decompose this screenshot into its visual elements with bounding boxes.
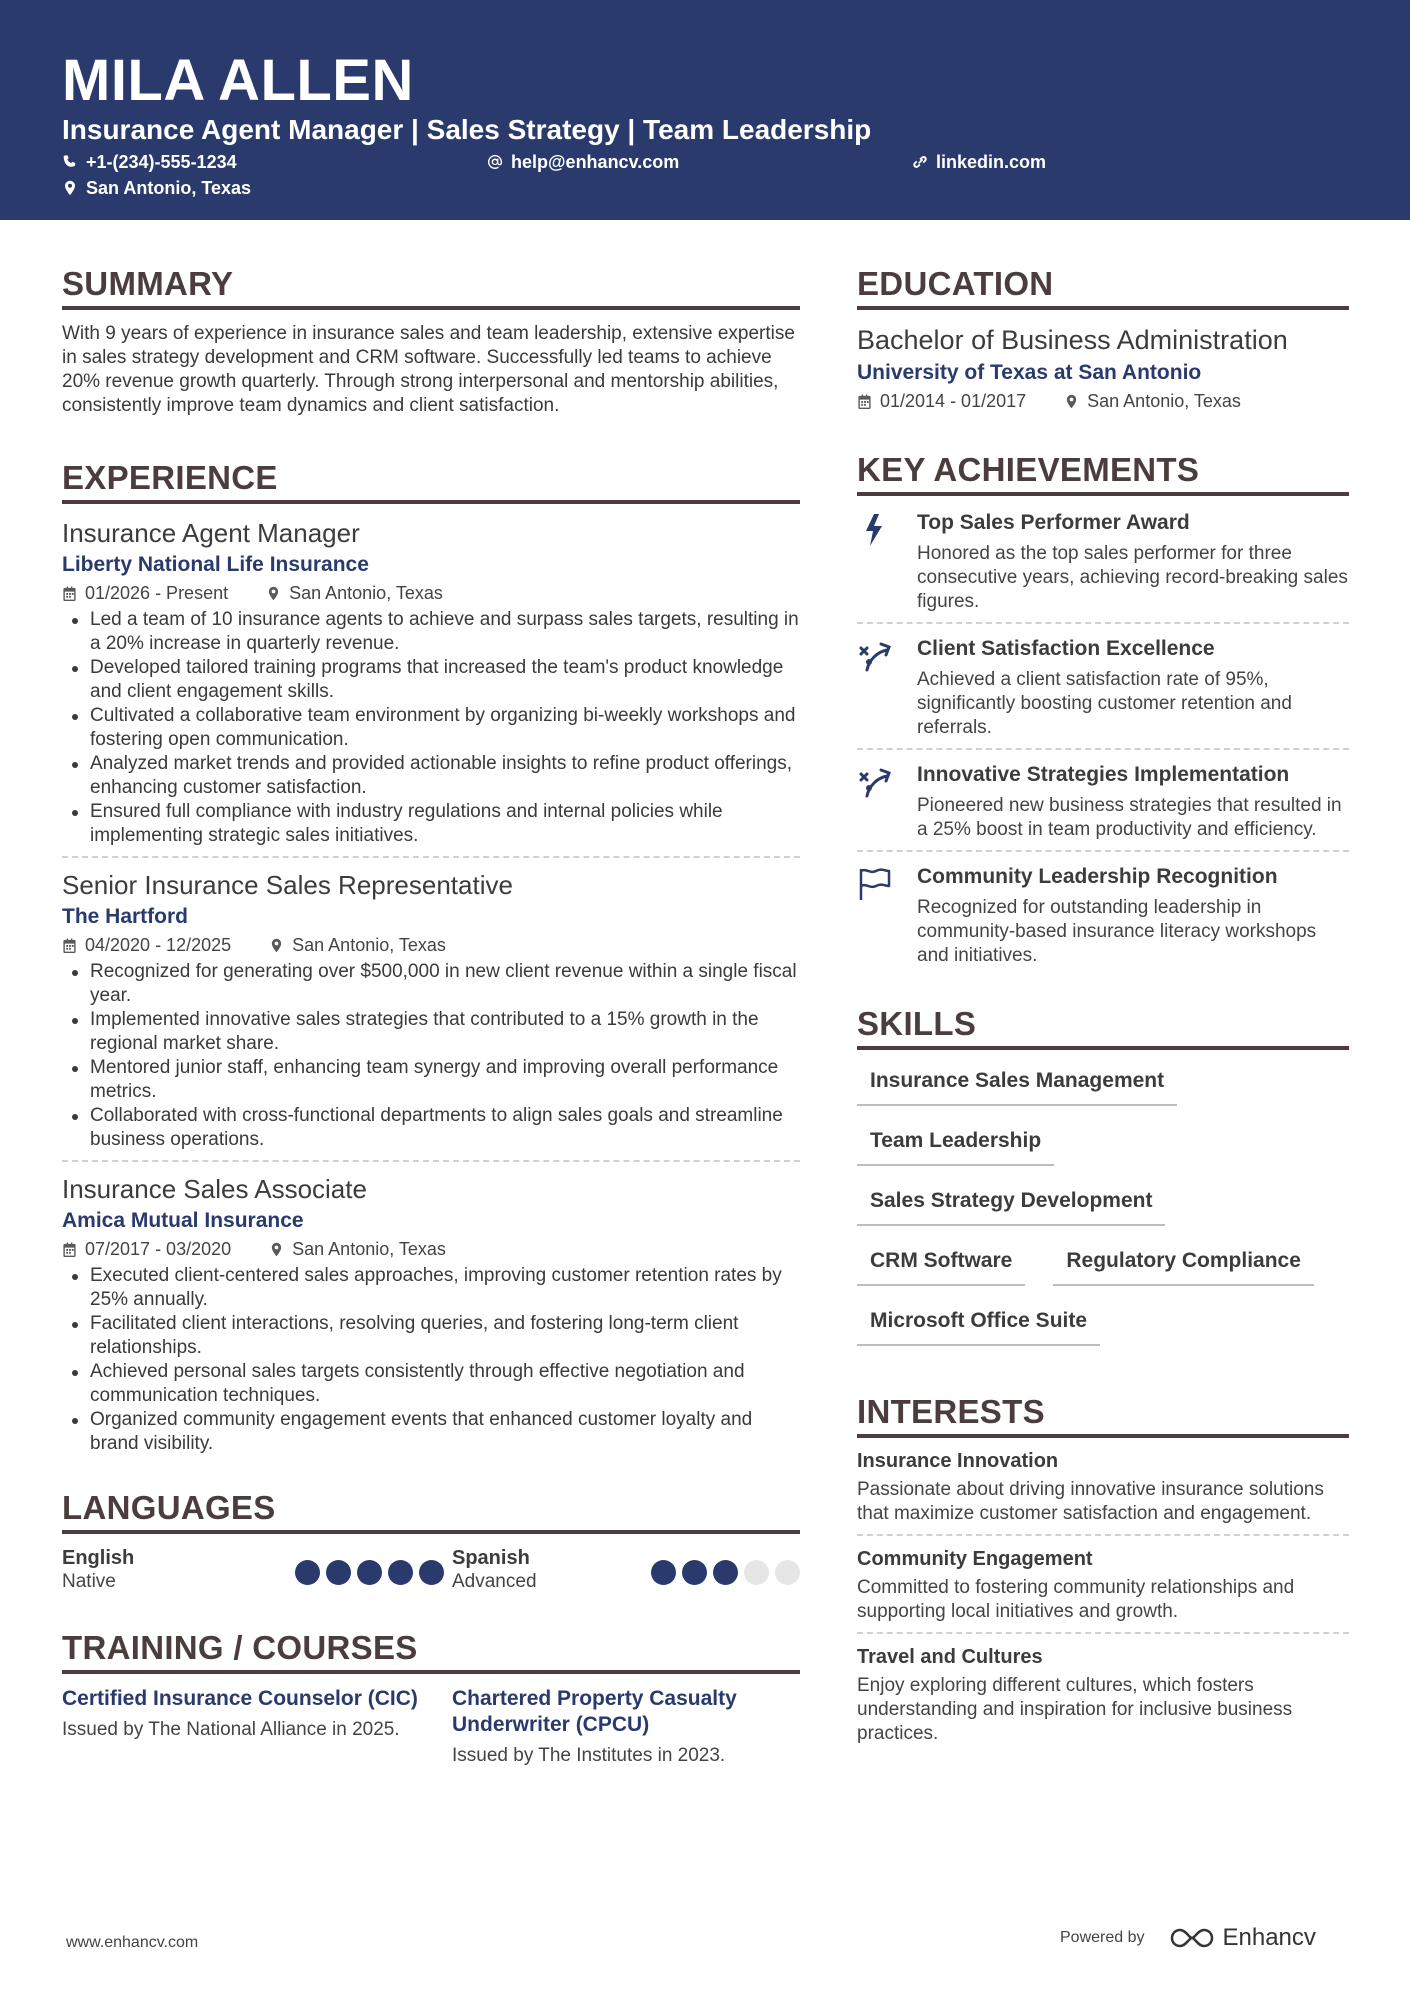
job-location: San Antonio, Texas xyxy=(292,935,446,955)
map-pin-icon xyxy=(62,180,78,196)
divider xyxy=(62,1160,800,1162)
job-dates: 04/2020 - 12/2025 xyxy=(85,935,232,955)
skill-tag: Team Leadership xyxy=(857,1114,1054,1166)
calendar-icon xyxy=(62,1242,77,1257)
skill-tag: Regulatory Compliance xyxy=(1053,1234,1314,1286)
job-bullet: Executed client-centered sales approaches, improving customer retention rates by 25% annually. xyxy=(62,1264,800,1312)
interest-item xyxy=(857,1448,1349,1526)
job-bullet: Developed tailored training programs that increased the team's product knowledge and client engagement skills. xyxy=(62,656,800,704)
phone-text: +1-(234)-555-1234 xyxy=(86,152,237,172)
skill-tag: CRM Software xyxy=(857,1234,1025,1286)
job-location: San Antonio, Texas xyxy=(289,583,443,603)
footer-branding xyxy=(1060,1924,1316,1952)
job-role: Senior Insurance Sales Representative xyxy=(62,870,513,900)
interest-desc: Committed to fostering community relationships and supporting local initiatives and growth. xyxy=(857,1577,1295,1622)
job-bullet: Implemented innovative sales strategies that contributed to a 15% growth in the regional market share. xyxy=(62,1008,800,1056)
job-bullet: Organized community engagement events that enhanced customer loyalty and brand visibility. xyxy=(62,1408,800,1456)
course-title: Chartered Property Casualty Underwriter (CPCU) xyxy=(452,1687,737,1736)
experience-entry xyxy=(62,516,800,848)
language-item xyxy=(452,1546,800,1594)
divider xyxy=(857,1534,1349,1536)
courses-list xyxy=(62,1686,800,1768)
experience-entry xyxy=(62,1172,800,1456)
map-pin-icon xyxy=(266,586,281,601)
education-dates: 01/2014 - 01/2017 xyxy=(880,391,1027,411)
languages-heading: LANGUAGES xyxy=(62,1486,800,1534)
resume-header xyxy=(0,0,1410,220)
candidate-title: Insurance Agent Manager | Sales Strategy | Team Leadership xyxy=(62,114,872,145)
interests-heading: INTERESTS xyxy=(857,1390,1349,1438)
calendar-icon xyxy=(857,394,872,409)
job-bullet: Mentored junior staff, enhancing team synergy and improving overall performance metrics. xyxy=(62,1056,800,1104)
job-bullets xyxy=(62,608,800,848)
job-bullet: Recognized for generating over $500,000 in new client revenue within a single fiscal year. xyxy=(62,960,800,1008)
location-text: San Antonio, Texas xyxy=(86,178,252,198)
experience-entry xyxy=(62,868,800,1152)
interest-title: Community Engagement xyxy=(857,1548,1093,1570)
calendar-icon xyxy=(62,938,77,953)
job-company: Liberty National Life Insurance xyxy=(62,553,369,576)
interest-desc: Passionate about driving innovative insurance solutions that maximize customer satisfaction and engagement. xyxy=(857,1479,1324,1524)
achievement-desc: Pioneered new business strategies that resulted in a 25% boost in team productivity and efficiency. xyxy=(917,795,1342,840)
powered-by-label: Powered by xyxy=(1060,1929,1145,1946)
enhancv-logo-icon xyxy=(1169,1926,1215,1950)
summary-heading: SUMMARY xyxy=(62,262,800,310)
course-desc: Issued by The Institutes in 2023. xyxy=(452,1745,726,1766)
rating-dot xyxy=(775,1560,800,1585)
at-sign-icon xyxy=(487,154,503,170)
interest-title: Travel and Cultures xyxy=(857,1646,1043,1668)
job-company: Amica Mutual Insurance xyxy=(62,1209,304,1232)
rating-dot xyxy=(682,1560,707,1585)
achievement-desc: Achieved a client satisfaction rate of 95%, significantly boosting customer retention and referrals. xyxy=(917,669,1292,738)
job-bullet: Achieved personal sales targets consistently through effective negotiation and communication techniques. xyxy=(62,1360,800,1408)
rating-dot xyxy=(388,1560,413,1585)
strategy-play-icon xyxy=(857,764,893,800)
footer-website[interactable]: www.enhancv.com xyxy=(66,1934,199,1951)
job-bullet: Collaborated with cross-functional departments to align sales goals and streamline business operations. xyxy=(62,1104,800,1152)
rating-dot xyxy=(713,1560,738,1585)
divider xyxy=(857,748,1349,750)
summary-text: With 9 years of experience in insurance sales and team leadership, extensive expertise in sales strategy development and CRM software. Successfully led teams to achieve 20% revenue growth quarterly. Through strong interpersonal and mentorship abilities, consistently improve team dynamics and client satisfaction. xyxy=(62,323,795,416)
language-name: Spanish xyxy=(452,1547,530,1569)
job-bullet: Cultivated a collaborative team environment by organizing bi-weekly workshops and fostering open communication. xyxy=(62,704,800,752)
language-name: English xyxy=(62,1547,135,1569)
education-school: University of Texas at San Antonio xyxy=(857,361,1202,384)
right-column xyxy=(857,262,1349,1746)
rating-dot xyxy=(419,1560,444,1585)
job-bullet: Led a team of 10 insurance agents to achieve and surpass sales targets, resulting in a 20% increase in quarterly revenue. xyxy=(62,608,800,656)
language-level: Advanced xyxy=(452,1571,537,1592)
map-pin-icon xyxy=(1064,394,1079,409)
achievement-title: Client Satisfaction Excellence xyxy=(917,637,1215,660)
contact-location xyxy=(62,177,251,199)
left-column xyxy=(62,262,800,1768)
job-meta xyxy=(62,580,800,606)
training-heading: TRAINING / COURSES xyxy=(62,1626,800,1674)
achievement-desc: Honored as the top sales performer for three consecutive years, achieving record-breaking sales figures. xyxy=(917,543,1348,612)
education-location: San Antonio, Texas xyxy=(1087,391,1241,411)
rating-dot xyxy=(651,1560,676,1585)
achievement-title: Innovative Strategies Implementation xyxy=(917,763,1290,786)
achievements-heading: KEY ACHIEVEMENTS xyxy=(857,448,1349,496)
calendar-icon xyxy=(62,586,77,601)
strategy-play-icon xyxy=(857,638,893,674)
contact-phone xyxy=(62,151,237,173)
skills-list xyxy=(857,1054,1349,1354)
rating-dot xyxy=(357,1560,382,1585)
achievement-item xyxy=(857,508,1349,614)
job-meta xyxy=(62,932,800,958)
interest-desc: Enjoy exploring different cultures, which fosters understanding and inspiration for inclusive business practices. xyxy=(857,1675,1293,1744)
course-item xyxy=(452,1686,800,1768)
education-meta xyxy=(857,388,1349,414)
job-bullet: Facilitated client interactions, resolving queries, and fostering long-term client relationships. xyxy=(62,1312,800,1360)
interest-title: Insurance Innovation xyxy=(857,1450,1059,1472)
phone-icon xyxy=(62,154,78,170)
brand-name: Enhancv xyxy=(1222,1924,1316,1951)
rating-dot xyxy=(326,1560,351,1585)
skill-tag: Microsoft Office Suite xyxy=(857,1294,1100,1346)
experience-heading: EXPERIENCE xyxy=(62,456,800,504)
job-bullets xyxy=(62,960,800,1152)
map-pin-icon xyxy=(269,1242,284,1257)
interest-item xyxy=(857,1644,1349,1746)
interest-item xyxy=(857,1546,1349,1624)
job-role: Insurance Sales Associate xyxy=(62,1174,367,1204)
divider xyxy=(857,622,1349,624)
job-bullets xyxy=(62,1264,800,1456)
job-dates: 07/2017 - 03/2020 xyxy=(85,1239,232,1259)
achievement-title: Community Leadership Recognition xyxy=(917,865,1278,888)
skill-tag: Sales Strategy Development xyxy=(857,1174,1165,1226)
job-company: The Hartford xyxy=(62,905,188,928)
achievement-title: Top Sales Performer Award xyxy=(917,511,1190,534)
skill-tag: Insurance Sales Management xyxy=(857,1054,1177,1106)
course-desc: Issued by The National Alliance in 2025. xyxy=(62,1719,400,1740)
language-rating xyxy=(295,1560,444,1594)
job-location: San Antonio, Texas xyxy=(292,1239,446,1259)
skills-heading: SKILLS xyxy=(857,1002,1349,1050)
rating-dot xyxy=(295,1560,320,1585)
language-item xyxy=(62,1546,452,1594)
achievement-desc: Recognized for outstanding leadership in community-based insurance literacy workshops and initiatives. xyxy=(917,897,1317,966)
flag-icon xyxy=(857,866,893,902)
rating-dot xyxy=(744,1560,769,1585)
achievement-item xyxy=(857,634,1349,740)
lightning-bolt-icon xyxy=(857,512,893,548)
divider xyxy=(62,856,800,858)
language-level: Native xyxy=(62,1571,116,1592)
achievement-item xyxy=(857,862,1349,968)
course-title: Certified Insurance Counselor (CIC) xyxy=(62,1687,418,1710)
map-pin-icon xyxy=(269,938,284,953)
education-heading: EDUCATION xyxy=(857,262,1349,310)
job-bullet: Ensured full compliance with industry regulations and internal policies while implementing strategic sales initiatives. xyxy=(62,800,800,848)
course-item xyxy=(62,1686,452,1768)
contact-linkedin[interactable] xyxy=(912,151,1046,173)
education-degree: Bachelor of Business Administration xyxy=(857,325,1288,355)
language-rating xyxy=(651,1560,800,1594)
contact-email[interactable] xyxy=(487,151,679,173)
candidate-name: MILA ALLEN xyxy=(62,48,414,113)
divider xyxy=(857,1632,1349,1634)
link-icon xyxy=(912,154,928,170)
job-dates: 01/2026 - Present xyxy=(85,583,229,603)
linkedin-link[interactable]: linkedin.com xyxy=(936,152,1047,172)
email-link[interactable]: help@enhancv.com xyxy=(511,152,680,172)
achievement-item xyxy=(857,760,1349,842)
job-meta xyxy=(62,1236,800,1262)
languages-list xyxy=(62,1546,800,1594)
divider xyxy=(857,850,1349,852)
job-role: Insurance Agent Manager xyxy=(62,518,360,548)
job-bullet: Analyzed market trends and provided actionable insights to refine product offerings, enhancing customer satisfaction. xyxy=(62,752,800,800)
brand-logo[interactable] xyxy=(1169,1924,1316,1952)
